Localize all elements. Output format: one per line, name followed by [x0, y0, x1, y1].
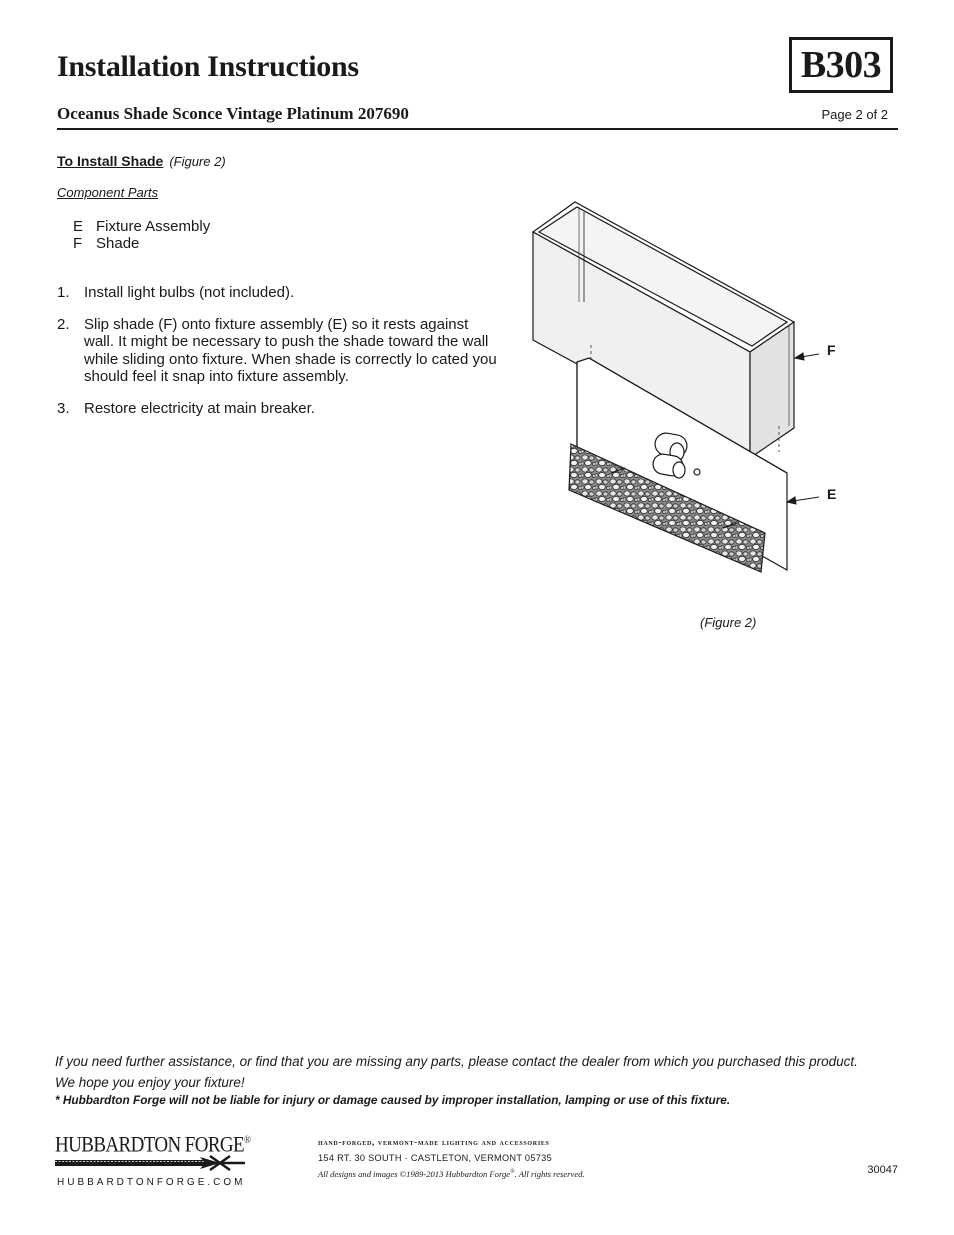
- brand-logo-bar: [55, 1155, 245, 1171]
- company-tagline: hand-forged, vermont-made lighting and accessories: [318, 1137, 550, 1147]
- figure-label-f: F: [827, 342, 836, 358]
- copyright-text: All designs and images ©1989-2013 Hubbardton Forge: [318, 1169, 511, 1179]
- brand-registered-mark: ®: [244, 1133, 251, 1146]
- part-item: [73, 235, 210, 252]
- assistance-note-line2: We hope you enjoy your fixture!: [55, 1075, 245, 1090]
- figure-label-e: E: [827, 486, 837, 502]
- assistance-note: [55, 1051, 905, 1093]
- brand-name: HUBBARDTON FORGE: [55, 1133, 245, 1158]
- document-number: 30047: [867, 1164, 898, 1176]
- document-code-box: [789, 37, 893, 93]
- part-item: [73, 218, 210, 235]
- part-name: Fixture Assembly: [96, 218, 211, 235]
- copyright-suffix: . All rights reserved.: [514, 1169, 585, 1179]
- step-number: 2.: [57, 315, 70, 333]
- instruction-steps: [57, 284, 497, 431]
- step-item: [57, 284, 497, 302]
- part-name: Shade: [96, 235, 140, 252]
- page-title: Installation Instructions: [57, 50, 359, 83]
- document-code: B303: [800, 44, 882, 86]
- assistance-note-line1: If you need further assistance, or find that you are missing any parts, please contact the dealer from which you purchased this product.: [55, 1054, 858, 1069]
- header-divider: [57, 128, 898, 130]
- part-letter: E: [73, 218, 84, 235]
- copyright-notice: [318, 1169, 585, 1179]
- step-text: Slip shade (F) onto fixture assembly (E) so it rests against wall. It might be necessary to push the shade toward the wall while sliding onto fixture. When shade is correctly lo cated you should feel it snap into fixture assembly.: [84, 315, 497, 385]
- company-address: 154 RT. 30 SOUTH · CASTLETON, VERMONT 05735: [318, 1153, 552, 1163]
- section-figure-ref: (Figure 2): [169, 154, 226, 169]
- component-parts-list: [73, 218, 210, 252]
- product-subtitle: Oceanus Shade Sconce Vintage Platinum 207690: [57, 104, 409, 123]
- component-parts-heading: Component Parts: [57, 185, 159, 200]
- step-number: 3.: [57, 399, 70, 417]
- part-letter: F: [73, 235, 83, 252]
- step-text: Install light bulbs (not included).: [84, 284, 295, 301]
- section-heading: To Install Shade: [57, 153, 164, 169]
- figure-caption: (Figure 2): [700, 615, 757, 630]
- step-item: [57, 316, 497, 386]
- website-link[interactable]: HUBBARDTONFORGE.COM: [57, 1177, 246, 1188]
- step-text: Restore electricity at main breaker.: [84, 399, 315, 417]
- liability-disclaimer: * Hubbardton Forge will not be liable for injury or damage caused by improper installation, lamping or use of this fixture.: [55, 1093, 731, 1107]
- step-number: 1.: [57, 284, 70, 301]
- copyright-registered-mark: ®: [510, 1169, 515, 1176]
- figure-2-illustration: [525, 190, 845, 585]
- section-heading-row: [57, 153, 226, 171]
- step-item: [57, 400, 497, 418]
- page-number: Page 2 of 2: [821, 107, 888, 122]
